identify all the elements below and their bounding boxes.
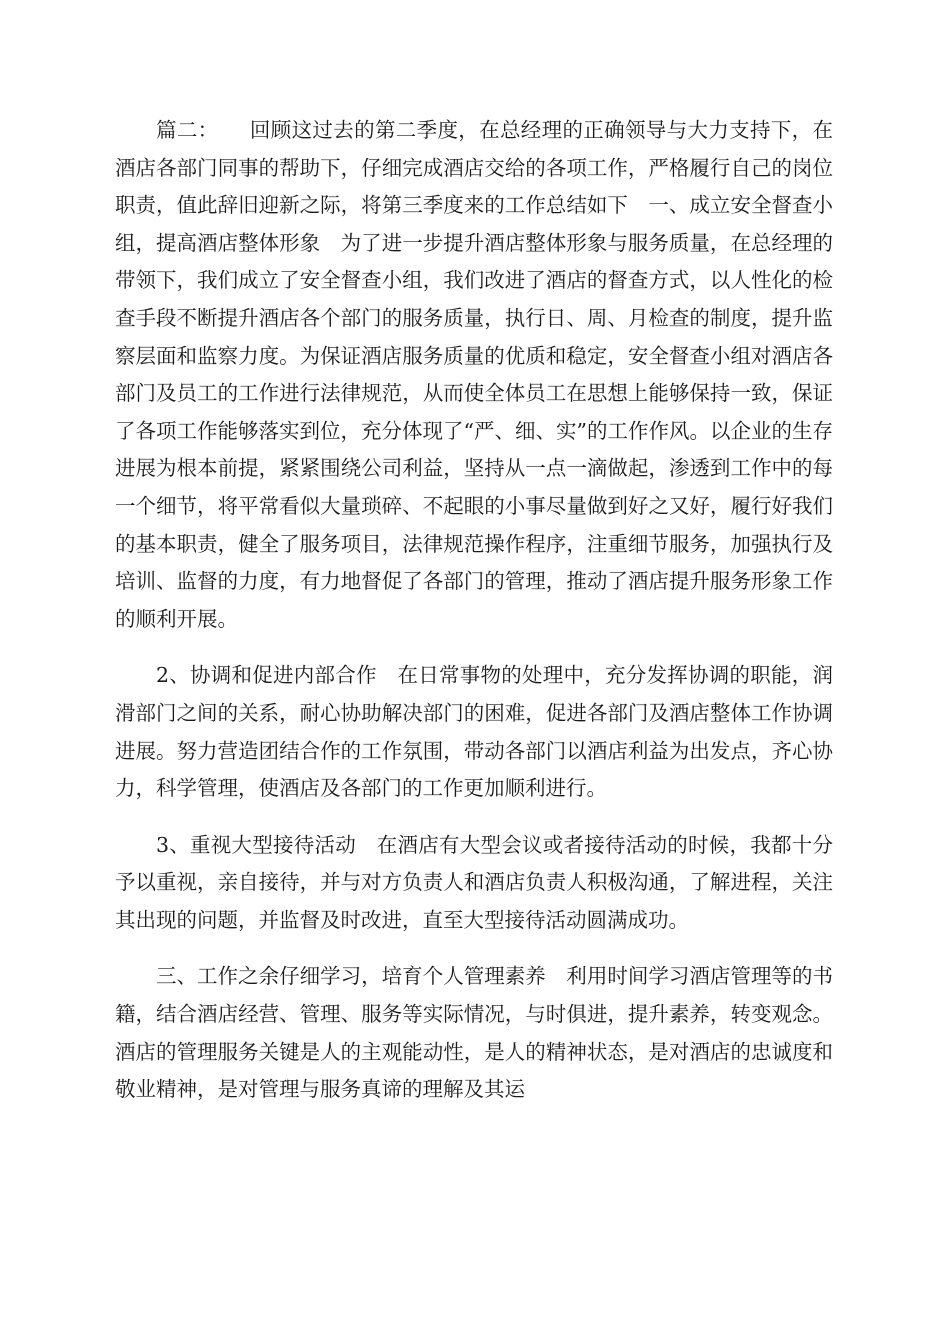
paragraph-reception-activities: 3、重视大型接待活动 在酒店有大型会议或者接待活动的时候，我都十分予以重视，亲自接待，并与对方负责人和酒店负责人积极沟通，了解进程，关注其出现的问题，并监督及时改进，直至大型接待活动圆满成功。 [115, 832, 833, 932]
paragraph-gap [115, 939, 833, 958]
paragraph-internal-cooperation: 2、协调和促进内部合作 在日常事物的处理中，充分发挥协调的职能，润滑部门之间的关系，耐心协助解决部门的困难，促进各部门及酒店整体工作协调进展。努力营造团结合作的工作氛围，带动各部门以酒店利益为出发点，齐心协力，科学管理，使酒店及各部门的工作更加顺利进行。 [115, 663, 833, 801]
paragraph-summary-intro: 篇二： 回顾这过去的第二季度，在总经理的正确领导与大力支持下，在酒店各部门同事的帮助下，仔细完成酒店交给的各项工作，严格履行自己的岗位职责，值此辞旧迎新之际，将第三季度来的工作总结如下 一、成立安全督查小组，提高酒店整体形象 为了进一步提升酒店整体形象与服务质量，在总经理的带领下，我们成立了安全督查小组，我们改进了酒店的督查方式，以人性化的检查手段不断提升酒店各个部门的服务质量，执行日、周、月检查的制度，提升监察层面和监察力度。为保证酒店服务质量的优质和稳定，安全督查小组对酒店各部门及员工的工作进行法律规范，从而使全体员工在思想上能够保持一致，保证了各项工作能够落实到位，充分体现了“严、细、实”的工作作风。以企业的生存进展为根本前提，紧紧围绕公司利益，坚持从一点一滴做起，渗透到工作中的每一个细节，将平常看似大量琐碎、不起眼的小事尽量做到好之又好，履行好我们的基本职责，健全了服务项目，法律规范操作程序，注重细节服务，加强执行及培训、监督的力度，有力地督促了各部门的管理，推动了酒店提升服务形象工作的顺利开展。 [115, 118, 833, 631]
paragraph-study-management: 三、工作之余仔细学习，培育个人管理素养 利用时间学习酒店管理等的书籍，结合酒店经营、管理、服务等实际情况，与时俱进，提升素养，转变观念。酒店的管理服务关键是人的主观能动性，是人的精神状态，是对酒店的忠诚度和敬业精神，是对管理与服务真谛的理解及其运 [115, 964, 833, 1102]
paragraph-gap [115, 808, 833, 827]
document-body [115, 112, 833, 1109]
paragraph-gap [115, 638, 833, 657]
